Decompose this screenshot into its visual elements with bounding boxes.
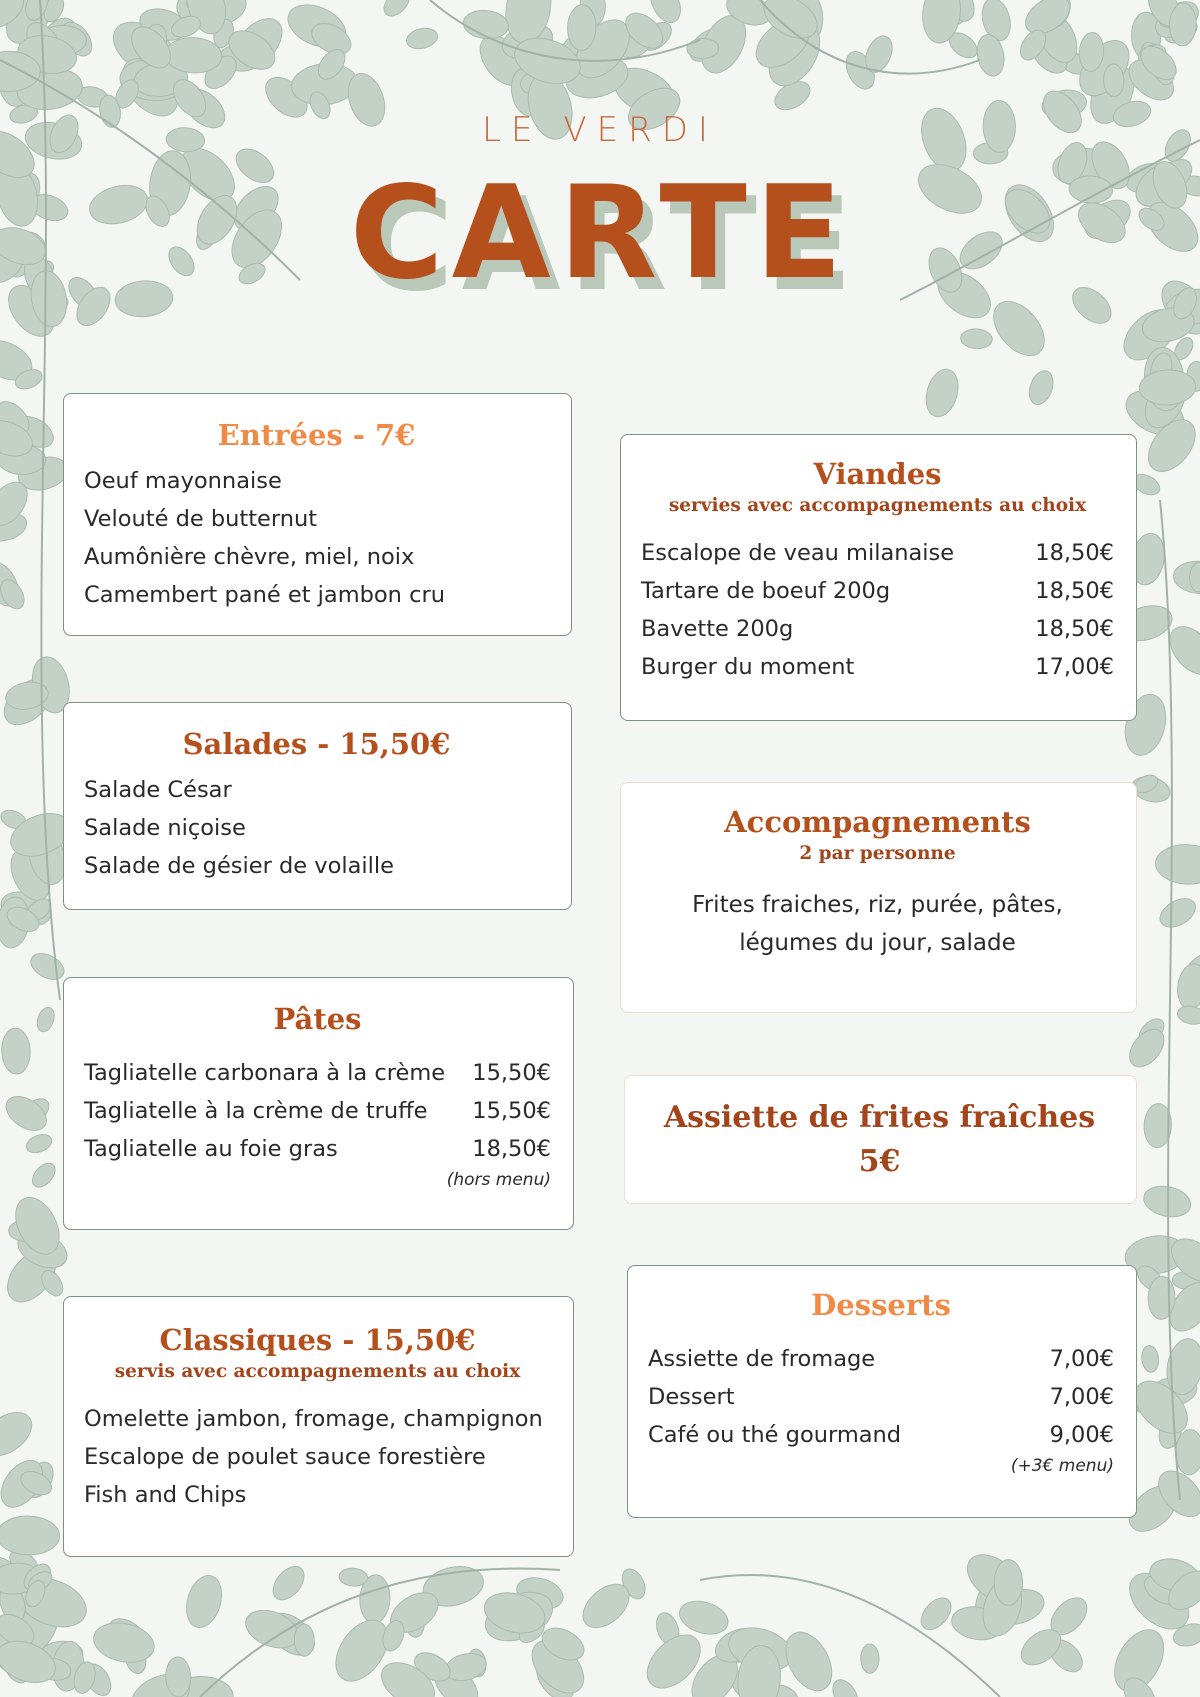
restaurant-name: LE VERDI (482, 110, 718, 150)
leaf-icon (921, 366, 963, 421)
leaf-icon (676, 1596, 732, 1640)
accompagnements-subtitle: 2 par personne (799, 843, 956, 864)
leaf-icon (1, 1028, 31, 1075)
leaf-icon (1176, 1004, 1200, 1027)
leaf-icon (1175, 962, 1200, 1011)
leaf-icon (1140, 1345, 1159, 1373)
list-item: Assiette de fromage 7,00€ (648, 1346, 1114, 1372)
list-item: Salade niçoise (84, 815, 246, 841)
accompagnements-line1: Frites fraiches, riz, purée, pâtes, (692, 892, 1063, 918)
list-item: Tagliatelle carbonara à la crème 15,50€ (84, 1060, 551, 1086)
list-item: Tagliatelle au foie gras 18,50€ (84, 1136, 551, 1162)
list-item: Salade César (84, 777, 232, 803)
leaf-icon (0, 1089, 52, 1137)
leaf-icon (828, 1675, 863, 1697)
leaf-icon (984, 292, 1054, 365)
list-item: Tartare de boeuf 200g 18,50€ (641, 578, 1114, 604)
leaf-icon (28, 1159, 59, 1191)
salades-card (63, 702, 572, 910)
viandes-title: Viandes (813, 457, 942, 491)
leaf-icon (404, 25, 439, 51)
accompagnements-line2: légumes du jour, salade (739, 930, 1016, 956)
leaf-icon (267, 1561, 310, 1606)
classiques-subtitle: servis avec accompagnements au choix (114, 1361, 521, 1382)
leaf-icon (34, 1005, 57, 1034)
classiques-title: Classiques - 15,50€ (159, 1323, 476, 1357)
leaf-icon (294, 1624, 314, 1656)
entrees-title: Entrées - 7€ (217, 418, 416, 452)
leaf-icon (994, 1560, 1023, 1606)
leaf-icon (861, 1644, 879, 1673)
leaf-icon (1155, 843, 1200, 885)
leaf-icon (379, 0, 414, 21)
list-item: Escalope de veau milanaise 18,50€ (641, 540, 1114, 566)
list-item: Fish and Chips (84, 1482, 247, 1508)
list-item: Bavette 200g 18,50€ (641, 616, 1114, 642)
list-item: Omelette jambon, fromage, champignon (84, 1406, 543, 1432)
list-item: Dessert 7,00€ (648, 1384, 1114, 1410)
leaf-icon (960, 328, 993, 350)
leaf-icon (0, 1404, 40, 1465)
leaf-icon (1025, 368, 1057, 408)
desserts-note: (+3€ menu) (1010, 1456, 1114, 1476)
leaf-icon (1155, 893, 1200, 933)
list-item: Velouté de butternut (84, 506, 318, 532)
salades-title: Salades - 15,50€ (182, 727, 451, 761)
list-item: Burger du moment 17,00€ (641, 654, 1114, 680)
list-item: Tagliatelle à la crème de truffe 15,50€ (84, 1098, 551, 1124)
leaf-icon (687, 38, 720, 59)
accompagnements-title: Accompagnements (724, 805, 1031, 839)
leaf-icon (338, 1567, 368, 1587)
assiette-frites-label: Assiette de frites fraîches (663, 1100, 1096, 1135)
leaf-icon (26, 948, 68, 984)
list-item: Escalope de poulet sauce forestière (84, 1444, 486, 1470)
desserts-card (627, 1265, 1137, 1518)
classiques-card (63, 1296, 574, 1557)
leaf-icon (915, 1592, 956, 1635)
list-item: Aumônière chèvre, miel, noix (84, 544, 415, 570)
assiette-frites-card (624, 1075, 1137, 1204)
accompagnements-card (620, 782, 1137, 1013)
leaf-icon (181, 1571, 228, 1631)
pates-title: Pâtes (273, 1002, 362, 1036)
viandes-subtitle: servies avec accompagnements au choix (668, 495, 1087, 516)
leaf-icon (90, 1618, 158, 1668)
assiette-frites-price: 5€ (858, 1144, 901, 1179)
list-item: Salade de gésier de volaille (84, 853, 395, 879)
pates-note: (hors menu) (446, 1170, 551, 1190)
page-title: CARTE (349, 159, 851, 308)
entrees-card (63, 393, 572, 636)
list-item: Oeuf mayonnaise (84, 468, 282, 494)
list-item: Camembert pané et jambon cru (84, 582, 445, 608)
list-item: Café ou thé gourmand 9,00€ (648, 1422, 1114, 1448)
viandes-card (620, 434, 1137, 721)
leaf-icon (24, 1131, 54, 1156)
desserts-title: Desserts (811, 1288, 951, 1322)
pates-card (63, 977, 574, 1230)
leaf-icon (0, 1515, 60, 1555)
